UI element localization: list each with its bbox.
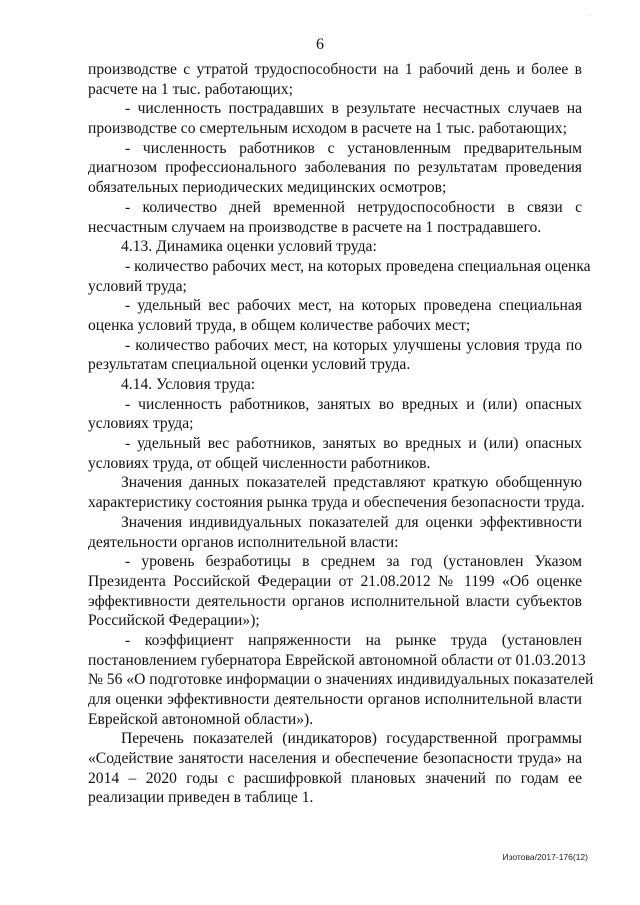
list-item-line: - уровень безработицы в среднем за год (установлен Указом xyxy=(125,553,582,571)
document-footer-code: Изотова/2017-176(12) xyxy=(502,852,588,862)
text-line: характеристику состояния рынка труда и обеспечения безопасности труда. xyxy=(88,494,585,512)
text-line: условий труда; xyxy=(88,277,187,295)
text-line: обязательных периодических медицинских осмотров; xyxy=(88,179,447,197)
list-item-line: - численность пострадавших в результате несчастных случаев на xyxy=(125,100,582,118)
list-item-line: - количество рабочих мест, на которых проведена специальная оценка xyxy=(125,257,591,275)
text-line: эффективности деятельности органов исполнительной власти субъектов xyxy=(88,592,582,610)
paragraph-start-line: Значения данных показателей представляют краткую обобщенную xyxy=(121,474,582,492)
text-line: № 56 «О подготовке информации о значениях индивидуальных показателей xyxy=(88,671,594,689)
list-item-line: - количество рабочих мест, на которых улучшены условия труда по xyxy=(125,336,582,354)
text-line: Президента Российской Федерации от 21.08.2012 № 1199 «Об оценке xyxy=(88,572,582,590)
text-line: условиях труда; xyxy=(88,415,194,433)
text-line: 2014 – 2020 годы с расшифровкой плановых значений по годам ее xyxy=(88,769,582,787)
paragraph-start-line: Перечень показателей (индикаторов) государственной программы xyxy=(121,730,582,748)
text-line: Российской Федерации»); xyxy=(88,612,260,630)
document-body xyxy=(88,60,594,808)
text-line: Еврейской автономной области»). xyxy=(88,710,314,728)
page-number: 6 xyxy=(316,36,324,53)
section-heading-4-14: 4.14. Условия труда: xyxy=(121,376,256,393)
list-item-line: - количество дней временной нетрудоспособности в связи с xyxy=(125,198,582,216)
scan-corner-mark: ·· xyxy=(587,12,592,19)
section-heading-4-13: 4.13. Динамика оценки условий труда: xyxy=(121,238,377,256)
text-line: условиях труда, от общей численности работников. xyxy=(88,454,431,472)
text-line: деятельности органов исполнительной власти: xyxy=(88,533,399,551)
text-line: диагнозом профессионального заболевания по результатам проведения xyxy=(88,159,582,177)
text-line: несчастным случаем на производстве в расчете на 1 пострадавшего. xyxy=(88,218,542,236)
text-line: постановлением губернатора Еврейской автономной области от 01.03.2013 xyxy=(88,651,586,669)
text-line: результатам специальной оценки условий труда. xyxy=(88,356,411,374)
paragraph-start-line: Значения индивидуальных показателей для оценки эффективности xyxy=(121,513,582,531)
text-line: расчете на 1 тыс. работающих; xyxy=(88,80,293,98)
text-line: оценка условий труда, в общем количестве рабочих мест; xyxy=(88,316,471,334)
list-item-line: - коэффициент напряженности на рынке труда (установлен xyxy=(125,631,582,649)
list-item-line: - численность работников с установленным предварительным xyxy=(125,139,582,157)
text-line: производстве с утратой трудоспособности на 1 рабочий день и более в xyxy=(88,61,582,78)
list-item-line: - удельный вес рабочих мест, на которых проведена специальная xyxy=(125,297,582,315)
list-item-line: - удельный вес работников, занятых во вредных и (или) опасных xyxy=(125,435,582,453)
text-line: реализации приведен в таблице 1. xyxy=(88,789,314,807)
list-item-line: - численность работников, занятых во вредных и (или) опасных xyxy=(125,395,582,413)
text-line: «Содействие занятости населения и обеспечение безопасности труда» на xyxy=(88,750,582,768)
text-line: для оценки эффективности деятельности органов исполнительной власти xyxy=(88,691,582,708)
text-line: производстве со смертельным исходом в расчете на 1 тыс. работающих; xyxy=(88,120,567,138)
